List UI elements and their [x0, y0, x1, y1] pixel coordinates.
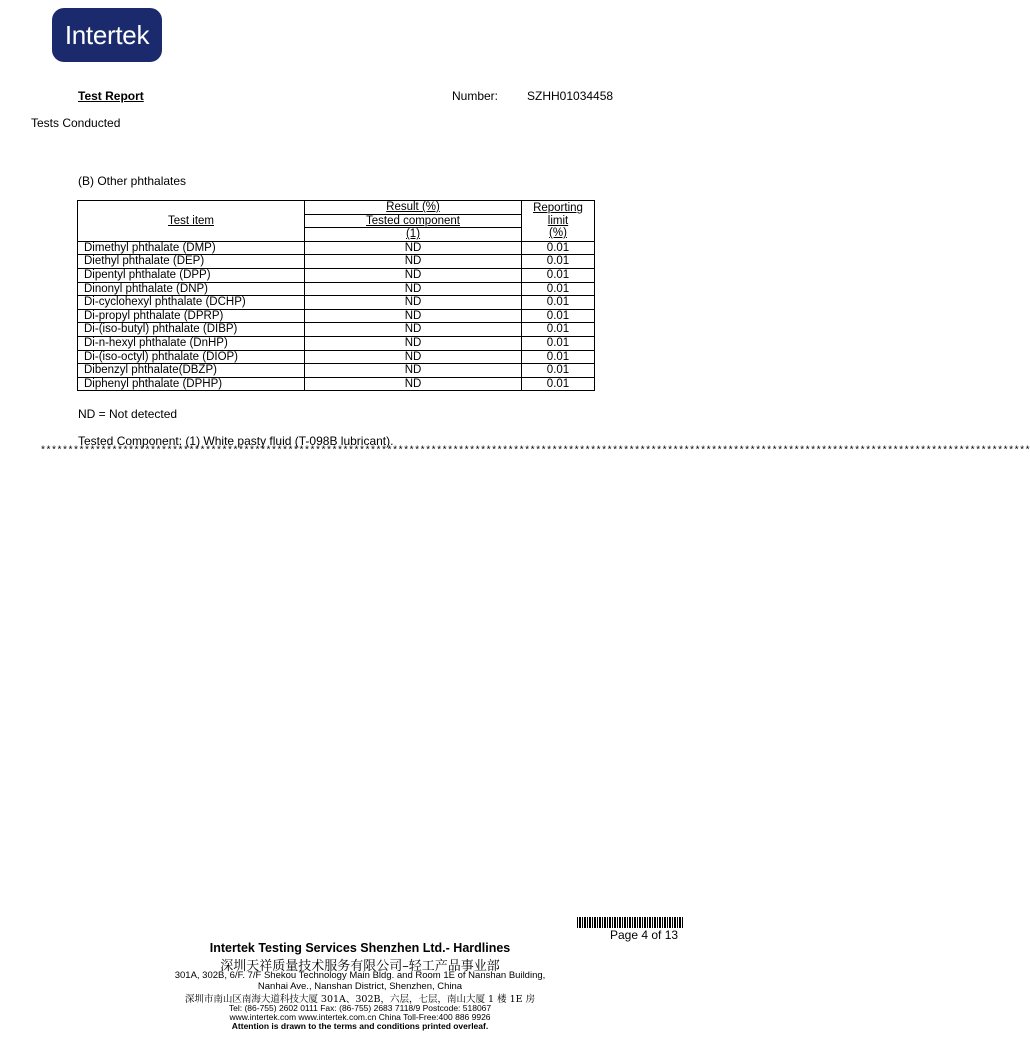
footer-contact: Tel: (86-755) 2602 0111 Fax: (86-755) 2683 7118/9 Postcode: 518067	[228, 1003, 492, 1013]
limit-cell: 0.01	[522, 241, 595, 255]
footer-company-cn: 深圳天祥质量技术服务有限公司–轻工产品事业部	[220, 959, 500, 974]
tested-component-note: Tested Component: (1) White pasty fluid (T-098B lubricant).	[78, 434, 394, 448]
test-item-cell: Diphenyl phthalate (DPHP)	[78, 377, 305, 391]
report-number-label: Number:	[452, 89, 499, 103]
test-item-cell: Dibenzyl phthalate(DBZP)	[78, 364, 305, 378]
test-item-cell: Dinonyl phthalate (DNP)	[78, 282, 305, 296]
table-row	[78, 377, 595, 391]
results-table	[77, 200, 595, 391]
test-item-cell: Dimethyl phthalate (DMP)	[78, 241, 305, 255]
result-cell: ND	[305, 241, 522, 255]
table-row	[78, 268, 595, 282]
test-item-cell: Di-n-hexyl phthalate (DnHP)	[78, 336, 305, 350]
test-item-cell: Diethyl phthalate (DEP)	[78, 255, 305, 269]
result-cell: ND	[305, 377, 522, 391]
section-title: (B) Other phthalates	[78, 174, 187, 188]
intertek-logo	[52, 8, 162, 62]
table-row	[78, 323, 595, 337]
table-row	[78, 296, 595, 310]
test-item-cell: Di-(iso-octyl) phthalate (DIOP)	[78, 350, 305, 364]
nd-note: ND = Not detected	[78, 407, 178, 421]
result-cell: ND	[305, 296, 522, 310]
header-test-item: Test item	[78, 201, 305, 242]
result-cell: ND	[305, 350, 522, 364]
limit-cell: 0.01	[522, 255, 595, 269]
footer-company: Intertek Testing Services Shenzhen Ltd.- Hardlines	[209, 941, 511, 955]
result-cell: ND	[305, 282, 522, 296]
result-cell: ND	[305, 268, 522, 282]
table-row	[78, 309, 595, 323]
table-row	[78, 364, 595, 378]
limit-cell: 0.01	[522, 350, 595, 364]
test-item-cell: Dipentyl phthalate (DPP)	[78, 268, 305, 282]
result-cell: ND	[305, 364, 522, 378]
end-separator: ************************************************************************************************************************************************************************************	[40, 446, 1030, 457]
header-reporting-limit: Reporting limit (%)	[522, 201, 595, 242]
footer-web: www.intertek.com www.intertek.com.cn China Toll-Free:400 886 9926	[229, 1012, 491, 1022]
limit-cell: 0.01	[522, 336, 595, 350]
result-cell: ND	[305, 255, 522, 269]
result-cell: ND	[305, 309, 522, 323]
report-title: Test Report	[78, 89, 144, 103]
limit-cell: 0.01	[522, 309, 595, 323]
tests-conducted-heading: Tests Conducted	[31, 116, 121, 130]
limit-cell: 0.01	[522, 364, 595, 378]
footer-address-line1: 301A, 302B, 6/F. 7/F Shekou Technology Main Bldg. and Room 1E of Nanshan Building,	[174, 970, 546, 981]
limit-cell: 0.01	[522, 282, 595, 296]
table-row	[78, 241, 595, 255]
table-row	[78, 255, 595, 269]
test-item-cell: Di-propyl phthalate (DPRP)	[78, 309, 305, 323]
header-component-number: (1)	[305, 228, 522, 242]
result-cell: ND	[305, 323, 522, 337]
table-row	[78, 350, 595, 364]
page-number: Page 4 of 13	[610, 928, 679, 942]
test-item-cell: Di-(iso-butyl) phthalate (DIBP)	[78, 323, 305, 337]
barcode	[577, 917, 683, 928]
limit-cell: 0.01	[522, 268, 595, 282]
limit-cell: 0.01	[522, 296, 595, 310]
footer-address-cn: 深圳市南山区南海大道科技大厦 301A、302B，六层，七层，南山大厦 1 楼 1E 房	[184, 994, 536, 1005]
limit-cell: 0.01	[522, 377, 595, 391]
header-tested-component: Tested component	[305, 214, 522, 228]
footer-attention: Attention is drawn to the terms and conditions printed overleaf.	[231, 1021, 489, 1031]
footer-address-line2: Nanhai Ave., Nanshan District, Shenzhen, China	[257, 981, 463, 992]
logo-text: Intertek	[64, 19, 150, 50]
limit-cell: 0.01	[522, 323, 595, 337]
table-row	[78, 282, 595, 296]
test-item-cell: Di-cyclohexyl phthalate (DCHP)	[78, 296, 305, 310]
report-number-value: SZHH01034458	[527, 89, 614, 103]
result-cell: ND	[305, 336, 522, 350]
table-row	[78, 336, 595, 350]
header-result: Result (%)	[305, 201, 522, 215]
